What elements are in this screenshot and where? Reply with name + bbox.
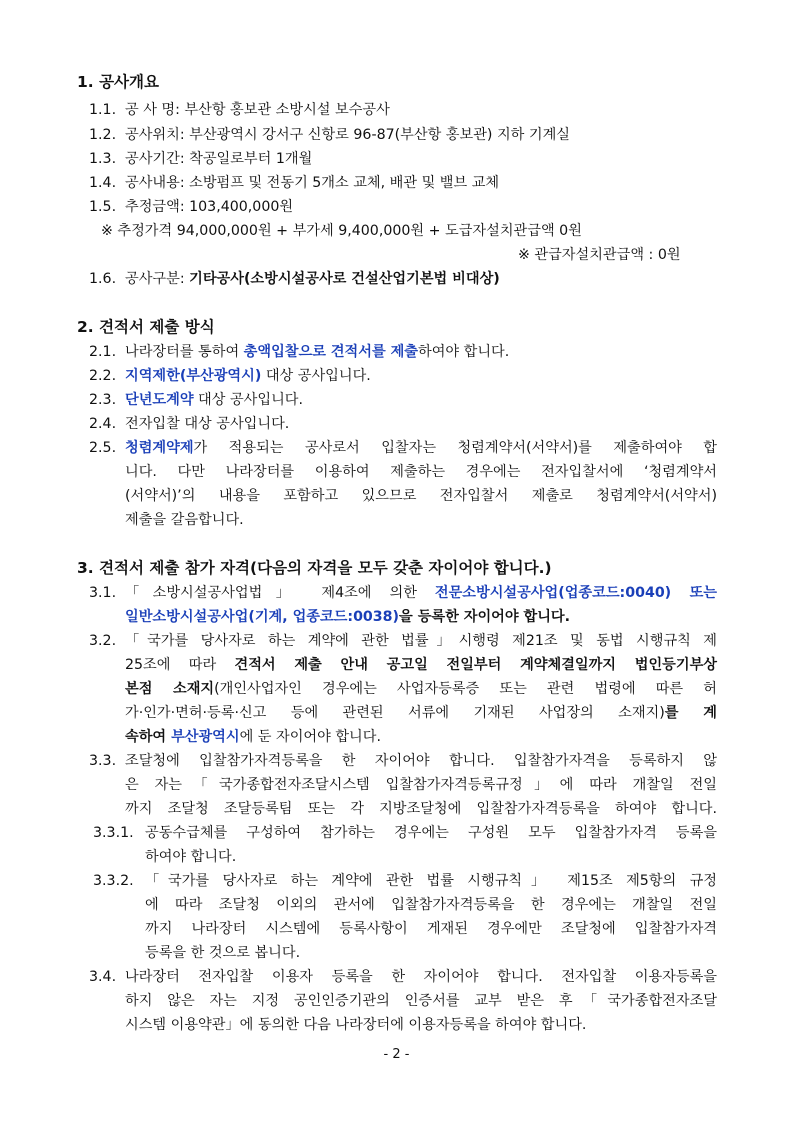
item-text-continued — [125, 678, 717, 700]
note-estimated-price: ※ 추정가격 94,000,000원 + 부가세 9,400,000원 + 도급자설치관급액 0원 — [101, 223, 582, 239]
item-text: 공사내용: 소방펌프 및 전동기 5개소 교체, 배관 및 밸브 교체 — [125, 175, 500, 191]
text: 「소방시설공사업법」 제4조에 의한 — [125, 585, 435, 601]
section-2-title: 2. 견적서 제출 방식 — [77, 318, 215, 336]
item-text: 전자입찰 대상 공사입니다. — [125, 416, 290, 432]
item-number: 1.1. — [89, 102, 117, 118]
text: 가·인가·면허·등록·신고 등에 관련된 서류에 기재된 사업장의 소재지) — [125, 705, 665, 721]
note-government-supply: ※ 관급자설치관급액 : 0원 — [518, 247, 681, 263]
item-number: 1.3. — [89, 151, 117, 167]
item-text: 공사위치: 부산광역시 강서구 신항로 96-87(부산항 홍보관) 지하 기계실 — [125, 127, 570, 143]
item-text-continued: 제출을 갈음합니다. — [125, 512, 244, 528]
item-text-continued — [125, 606, 570, 628]
item-number: 2.2. — [89, 368, 117, 384]
highlight-text: 부산광역시 — [171, 729, 240, 745]
item-text: 「국가를 당사자로 하는 계약에 관한 법률」시행령 제21조 및 동법 시행규칙 제 — [125, 633, 717, 649]
highlight-text: 청렴계약제 — [125, 440, 194, 456]
item-text — [125, 582, 717, 604]
section-3-title: 3. 견적서 제출 참가 자격(다음의 자격을 모두 갖춘 자이어야 합니다.) — [77, 559, 552, 577]
item-number: 1.6. — [89, 271, 117, 287]
text: 대상 공사입니다. — [193, 392, 303, 408]
item-text-continued — [125, 726, 381, 748]
item-text — [125, 437, 717, 459]
item-text — [125, 365, 371, 387]
item-text-continued: (서약서)’의 내용을 포함하고 있으므로 전자입찰서 제출로 청렴계약서(서약서) — [125, 488, 717, 504]
item-number: 3.3. — [89, 753, 117, 769]
item-number: 1.5. — [89, 199, 117, 215]
highlight-text: 총액입찰으로 견적서를 제출 — [243, 344, 419, 360]
item-number: 3.3.2. — [93, 873, 134, 889]
text: 하여야 합니다. — [418, 344, 510, 360]
text: (개인사업자인 경우에는 사업자등록증 또는 관련 법령에 따른 허 — [214, 681, 717, 697]
item-text: 추정금액: 103,400,000원 — [125, 199, 294, 215]
item-text — [125, 268, 500, 290]
text: 대상 공사입니다. — [261, 368, 371, 384]
text: 나라장터를 통하여 — [125, 344, 244, 360]
item-text: 「국가를 당사자로 하는 계약에 관한 법률 시행규칙」 제15조 제5항의 규정 — [145, 873, 717, 889]
item-text-continued: 에 따라 조달청 이외의 관서에 입찰참가자격등록을 한 경우에는 개찰일 전일 — [145, 897, 717, 913]
text: 에 둔 자이어야 합니다. — [239, 729, 381, 745]
item-text-continued: 까지 조달청 조달등록팀 또는 각 지방조달청에 입찰참가자격등록을 하여야 합니다. — [125, 801, 717, 817]
item-text: 공 사 명: 부산항 홍보관 소방시설 보수공사 — [125, 102, 390, 118]
section-1-title: 1. 공사개요 — [77, 73, 159, 91]
item-number: 3.4. — [89, 969, 117, 985]
bold-text: 을 등록한 자이어야 합니다. — [399, 609, 571, 625]
text: 25조에 따라 — [125, 657, 235, 673]
item-number: 3.3.1. — [93, 825, 134, 841]
bold-text: 본점 소재지 — [125, 681, 215, 697]
item-text-continued: 니다. 다만 나라장터를 이용하여 제출하는 경우에는 전자입찰서에 ‘청렴계약서 — [125, 464, 717, 480]
bold-text: 를 계 — [664, 705, 717, 721]
item-text-continued: 하지 않은 자는 지정 공인인증기관의 인증서를 교부 받은 후「국가종합전자조달 — [125, 993, 717, 1009]
item-text-continued: 등록을 한 것으로 봅니다. — [145, 945, 301, 961]
item-text-continued — [125, 702, 717, 724]
item-text-continued: 하여야 합니다. — [145, 849, 237, 865]
bold-text: 견적서 제출 안내 공고일 전일부터 계약체결일까지 법인등기부상 — [234, 657, 717, 673]
item-text-continued — [125, 654, 717, 676]
item-number: 2.5. — [89, 440, 117, 456]
item-text — [125, 389, 303, 411]
item-text: 공사기간: 착공일로부터 1개월 — [125, 151, 313, 167]
item-number: 3.2. — [89, 633, 117, 649]
item-number: 1.4. — [89, 175, 117, 191]
item-number: 2.1. — [89, 344, 117, 360]
highlight-text: 지역제한(부산광역시) — [125, 368, 262, 384]
label: 공사구분: — [125, 271, 190, 287]
bold-text: 기타공사(소방시설공사로 건설산업기본법 비대상) — [189, 271, 500, 287]
item-number: 3.1. — [89, 585, 117, 601]
page-number: - 2 - — [383, 1047, 410, 1062]
item-text-continued: 까지 나라장터 시스템에 등록사항이 게재된 경우에만 조달청에 입찰참가자격 — [145, 921, 717, 937]
highlight-text: 일반소방시설공사업(기계, 업종코드:0038) — [125, 609, 400, 625]
item-text: 나라장터 전자입찰 이용자 등록을 한 자이어야 합니다. 전자입찰 이용자등록을 — [125, 969, 717, 985]
item-text: 공동수급체를 구성하여 참가하는 경우에는 구성원 모두 입찰참가자격 등록을 — [145, 825, 717, 841]
item-number: 1.2. — [89, 127, 117, 143]
text: 가 적용되는 공사로서 입찰자는 청렴계약서(서약서)를 제출하여야 합 — [193, 440, 717, 456]
item-number: 2.3. — [89, 392, 117, 408]
highlight-text: 전문소방시설공사업(업종코드:0040) 또는 — [434, 585, 717, 601]
item-text — [125, 341, 509, 363]
item-number: 2.4. — [89, 416, 117, 432]
highlight-text: 단년도계약 — [125, 392, 194, 408]
item-text: 조달청에 입찰참가자격등록을 한 자이어야 합니다. 입찰참가자격을 등록하지 않 — [125, 753, 717, 769]
item-text-continued: 시스템 이용약관」에 동의한 다음 나라장터에 이용자등록을 하여야 합니다. — [125, 1017, 587, 1033]
item-text-continued: 은 자는「국가종합전자조달시스템 입찰참가자격등록규정」에 따라 개찰일 전일 — [125, 777, 717, 793]
bold-text: 속하여 — [125, 729, 172, 745]
